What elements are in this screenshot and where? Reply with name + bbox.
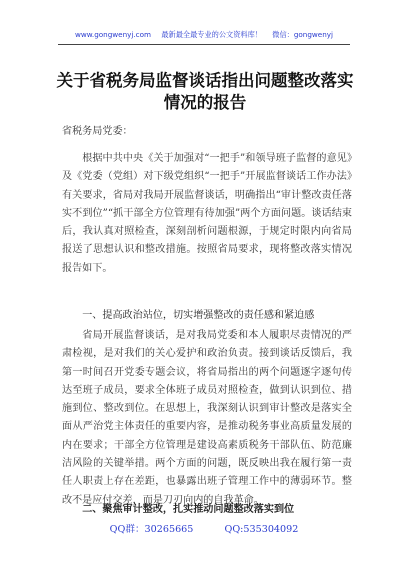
wechat-id: 微信：gongwenyj [272,30,334,39]
paragraph-intro: 根据中共中央《关于加强对“一把手”和领导班子监督的意见》及《党委（党组）对下级党组织“一把手”开展监督谈话工作办法》有关要求，省局对我局开展监督谈话，明确指出“审计整改责任落实不到位”“抓干部全方位管理有待加强”两个方面问题。谈话结束后，我认真对照检查，深刻剖析问题根源，于规定时限内向省局报送了思想认识和整改措施。按照省局要求，现将整改落实情况报告如下。 [62,153,352,274]
qq-group: QQ群：30265665 [109,524,194,535]
qq-number: QQ:535304092 [224,524,299,535]
section-heading-2: 二、聚焦审计整改，扎实推动问题整改落实到位 [82,504,295,515]
site-header [0,30,408,40]
header-divider [58,44,350,45]
footer-contacts [0,521,408,535]
salutation: 省税务局党委： [62,126,133,137]
section-heading-1: 一、提高政治站位，切实增强整改的责任感和紧迫感 [82,310,315,321]
paragraph-section-1: 省局开展监督谈话，是对我局党委和本人履职尽责情况的严肃检视，是对我们的关心爱护和政治负责。接到谈话反馈后，我第一时间召开党委专题会议，将省局指出的两个问题逐字逐句传达至班子成员，要求全体班子成员对照检查，做到认识到位、措施到位、整改到位。在思想上，我深刻认识到审计整改是落实全面从严治党主体责任的重要内容，是推动税务事业高质量发展的内在要求；干部全方位管理是建设高素质税务干部队伍、防范廉洁风险的关键举措。两个方面的问题，既反映出我在履行第一责任人职责上存在差距，也暴露出班子管理工作中的薄弱环节。整改不是应付交差，而是刀刃向内的自我革命。 [62,330,352,506]
site-url-link[interactable]: www.gongwenyj.com [74,30,152,39]
document-title: 关于省税务局监督谈话指出问题整改落实情况的报告 [56,71,354,112]
site-slogan: 最新最全最专业的公文资料库！ [161,30,262,39]
